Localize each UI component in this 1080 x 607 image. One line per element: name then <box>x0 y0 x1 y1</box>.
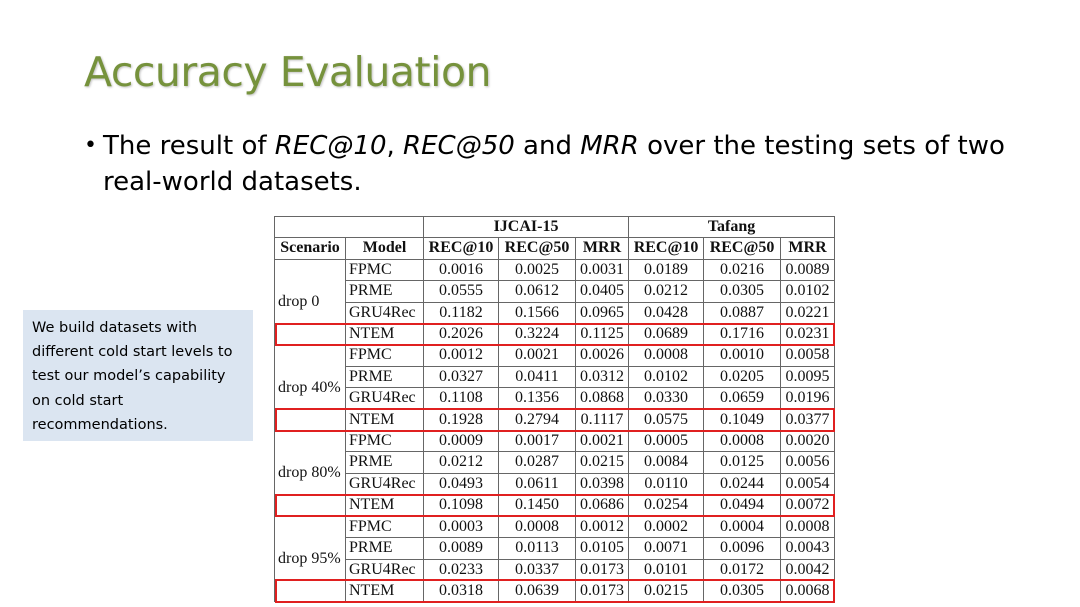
value-cell: 0.0042 <box>781 559 835 580</box>
table-row <box>275 516 835 537</box>
value-cell: 0.0110 <box>629 473 704 494</box>
value-cell: 0.0105 <box>576 538 629 559</box>
column-header: REC@50 <box>499 238 576 259</box>
value-cell: 0.0312 <box>576 366 629 387</box>
value-cell: 0.0012 <box>576 516 629 537</box>
value-cell: 0.1117 <box>576 409 629 430</box>
table-row <box>275 366 835 387</box>
value-cell: 0.0337 <box>499 559 576 580</box>
model-cell: GRU4Rec <box>346 559 424 580</box>
results-table <box>274 216 835 602</box>
table-row <box>275 431 835 452</box>
value-cell: 0.0125 <box>704 452 781 473</box>
value-cell: 0.0096 <box>704 538 781 559</box>
bullet-text-part: The result of <box>103 131 275 161</box>
value-cell: 0.0008 <box>499 516 576 537</box>
value-cell: 0.1125 <box>576 324 629 345</box>
model-cell: NTEM <box>346 324 424 345</box>
model-cell: NTEM <box>346 580 424 601</box>
value-cell: 0.1928 <box>424 409 499 430</box>
dataset-header-ijcai: IJCAI-15 <box>424 217 629 238</box>
value-cell: 0.0054 <box>781 473 835 494</box>
value-cell: 0.0113 <box>499 538 576 559</box>
table-row <box>275 452 835 473</box>
model-cell: NTEM <box>346 495 424 516</box>
model-cell: GRU4Rec <box>346 473 424 494</box>
value-cell: 0.0318 <box>424 580 499 601</box>
value-cell: 0.1566 <box>499 302 576 323</box>
model-cell: FPMC <box>346 259 424 280</box>
value-cell: 0.0072 <box>781 495 835 516</box>
value-cell: 0.0287 <box>499 452 576 473</box>
scenario-cell: drop 80% <box>275 431 346 517</box>
note-box: We build datasets with different cold start levels to test our model’s capability on cold start recommendations. <box>23 310 253 441</box>
value-cell: 0.0689 <box>629 324 704 345</box>
value-cell: 0.1108 <box>424 388 499 409</box>
value-cell: 0.0010 <box>704 345 781 366</box>
value-cell: 0.0330 <box>629 388 704 409</box>
bullet-text-part: over the testing sets of two real-world datasets. <box>103 131 1005 197</box>
value-cell: 0.0089 <box>424 538 499 559</box>
value-cell: 0.2794 <box>499 409 576 430</box>
value-cell: 0.0025 <box>499 259 576 280</box>
results-table-body <box>275 259 835 602</box>
model-cell: PRME <box>346 366 424 387</box>
column-header: REC@10 <box>424 238 499 259</box>
value-cell: 0.0212 <box>424 452 499 473</box>
value-cell: 0.0398 <box>576 473 629 494</box>
value-cell: 0.0008 <box>781 516 835 537</box>
value-cell: 0.0005 <box>629 431 704 452</box>
value-cell: 0.0686 <box>576 495 629 516</box>
table-row <box>275 495 835 516</box>
value-cell: 0.0205 <box>704 366 781 387</box>
value-cell: 0.0216 <box>704 259 781 280</box>
column-header: Model <box>346 238 424 259</box>
bullet-text <box>103 128 1044 200</box>
value-cell: 0.0173 <box>576 559 629 580</box>
value-cell: 0.0327 <box>424 366 499 387</box>
bullet-point <box>84 128 1044 200</box>
value-cell: 0.0215 <box>629 580 704 601</box>
value-cell: 0.0016 <box>424 259 499 280</box>
model-cell: PRME <box>346 452 424 473</box>
value-cell: 0.0965 <box>576 302 629 323</box>
bullet-dot-icon: • <box>84 133 97 158</box>
bullet-text-separator: , <box>386 131 404 161</box>
value-cell: 0.0611 <box>499 473 576 494</box>
model-cell: FPMC <box>346 345 424 366</box>
column-header: MRR <box>781 238 835 259</box>
table-row <box>275 324 835 345</box>
metric-rec10: REC@10 <box>274 131 387 161</box>
dataset-header-tafang: Tafang <box>629 217 835 238</box>
value-cell: 0.0031 <box>576 259 629 280</box>
table-row <box>275 259 835 280</box>
column-header: REC@10 <box>629 238 704 259</box>
scenario-cell: drop 0 <box>275 259 346 345</box>
column-header: REC@50 <box>704 238 781 259</box>
column-header: Scenario <box>275 238 346 259</box>
value-cell: 0.0494 <box>704 495 781 516</box>
value-cell: 0.0084 <box>629 452 704 473</box>
value-cell: 0.0004 <box>704 516 781 537</box>
value-cell: 0.0639 <box>499 580 576 601</box>
value-cell: 0.0021 <box>576 431 629 452</box>
value-cell: 0.1182 <box>424 302 499 323</box>
value-cell: 0.0071 <box>629 538 704 559</box>
model-cell: GRU4Rec <box>346 302 424 323</box>
value-cell: 0.0003 <box>424 516 499 537</box>
model-cell: PRME <box>346 281 424 302</box>
model-cell: PRME <box>346 538 424 559</box>
value-cell: 0.0244 <box>704 473 781 494</box>
table-row <box>275 409 835 430</box>
value-cell: 0.1049 <box>704 409 781 430</box>
value-cell: 0.0254 <box>629 495 704 516</box>
value-cell: 0.1356 <box>499 388 576 409</box>
value-cell: 0.0068 <box>781 580 835 601</box>
value-cell: 0.0008 <box>704 431 781 452</box>
value-cell: 0.0221 <box>781 302 835 323</box>
value-cell: 0.0555 <box>424 281 499 302</box>
metric-rec50: REC@50 <box>403 131 515 161</box>
model-cell: FPMC <box>346 516 424 537</box>
results-table-container <box>274 216 834 602</box>
header-blank <box>275 217 424 238</box>
value-cell: 0.0612 <box>499 281 576 302</box>
table-row <box>275 473 835 494</box>
value-cell: 0.0196 <box>781 388 835 409</box>
table-row <box>275 345 835 366</box>
scenario-cell: drop 95% <box>275 516 346 602</box>
table-row <box>275 580 835 601</box>
value-cell: 0.0089 <box>781 259 835 280</box>
value-cell: 0.0020 <box>781 431 835 452</box>
model-cell: GRU4Rec <box>346 388 424 409</box>
column-header: MRR <box>576 238 629 259</box>
value-cell: 0.0189 <box>629 259 704 280</box>
value-cell: 0.0305 <box>704 580 781 601</box>
table-row <box>275 281 835 302</box>
value-cell: 0.0017 <box>499 431 576 452</box>
model-cell: NTEM <box>346 409 424 430</box>
value-cell: 0.0012 <box>424 345 499 366</box>
column-header-row <box>275 238 835 259</box>
value-cell: 0.0212 <box>629 281 704 302</box>
value-cell: 0.0043 <box>781 538 835 559</box>
value-cell: 0.0102 <box>781 281 835 302</box>
model-cell: FPMC <box>346 431 424 452</box>
value-cell: 0.0056 <box>781 452 835 473</box>
value-cell: 0.2026 <box>424 324 499 345</box>
value-cell: 0.1716 <box>704 324 781 345</box>
dataset-header-row <box>275 217 835 238</box>
value-cell: 0.0021 <box>499 345 576 366</box>
value-cell: 0.3224 <box>499 324 576 345</box>
value-cell: 0.0173 <box>576 580 629 601</box>
value-cell: 0.0377 <box>781 409 835 430</box>
value-cell: 0.0428 <box>629 302 704 323</box>
value-cell: 0.0411 <box>499 366 576 387</box>
value-cell: 0.0101 <box>629 559 704 580</box>
value-cell: 0.0058 <box>781 345 835 366</box>
value-cell: 0.0868 <box>576 388 629 409</box>
bullet-text-separator: and <box>514 131 581 161</box>
value-cell: 0.1098 <box>424 495 499 516</box>
value-cell: 0.0231 <box>781 324 835 345</box>
table-row <box>275 538 835 559</box>
value-cell: 0.0659 <box>704 388 781 409</box>
value-cell: 0.0887 <box>704 302 781 323</box>
value-cell: 0.0405 <box>576 281 629 302</box>
table-row <box>275 559 835 580</box>
value-cell: 0.0305 <box>704 281 781 302</box>
value-cell: 0.0172 <box>704 559 781 580</box>
value-cell: 0.0002 <box>629 516 704 537</box>
metric-mrr: MRR <box>580 131 639 161</box>
scenario-cell: drop 40% <box>275 345 346 431</box>
value-cell: 0.0026 <box>576 345 629 366</box>
value-cell: 0.1450 <box>499 495 576 516</box>
value-cell: 0.0008 <box>629 345 704 366</box>
value-cell: 0.0102 <box>629 366 704 387</box>
value-cell: 0.0009 <box>424 431 499 452</box>
value-cell: 0.0575 <box>629 409 704 430</box>
value-cell: 0.0233 <box>424 559 499 580</box>
table-row <box>275 388 835 409</box>
value-cell: 0.0493 <box>424 473 499 494</box>
table-row <box>275 302 835 323</box>
value-cell: 0.0215 <box>576 452 629 473</box>
value-cell: 0.0095 <box>781 366 835 387</box>
slide-title: Accuracy Evaluation <box>84 48 492 96</box>
